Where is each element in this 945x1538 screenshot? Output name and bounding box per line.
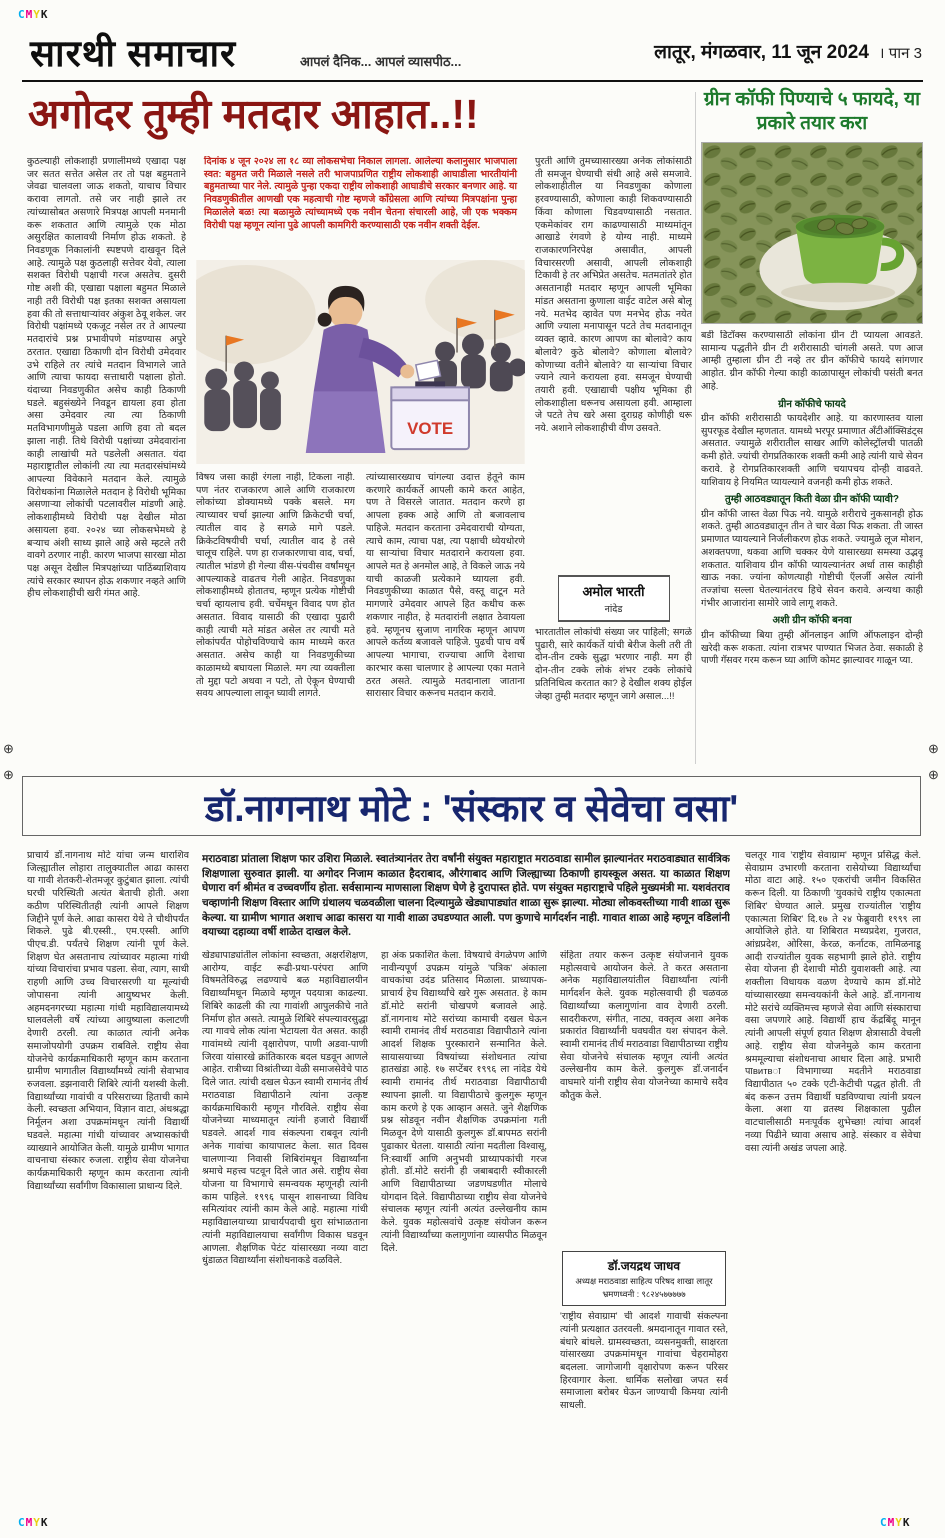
- coffee-body-2: ग्रीन कॉफी जास्त वेळा पिऊ नये. यामुळे शरीराचे नुकसानही होऊ शकते. तुम्ही आठवड्यातून तीन ते चार वेळा पिऊ शकता. ती जास्त प्रमाणात प्यायल्याने निर्जलीकरण होऊ शकते. ज्यामुळे लूज मोशन, अशक्तपणा, थकवा आणि चक्कर येणे यासारख्या समस्या उद्भवू शकतात. याशिवाय ग्रीन कॉफी प्यायल्यानंतर अर्धा तास काहीही खाऊ नका. ज्यांना कोणत्याही गोष्टीची ऍलर्जी असेल त्यांनी तज्ज्ञांचा सल्ला घेतल्यानंतरच हिचे सेवन करावे. अन्यथा काही गंभीर आजारांना सामोरे जावे लागू शकते.: [701, 508, 923, 609]
- article-column: भारतातील लोकांची संख्या जर पाहिली; सगळे पुढारी, सारे कार्यकर्ते यांची बेरीज केली तरी ती दोन-तीन टक्के सुद्धा भरणार नाही. मग ही दोन-तीन टक्के लोकं शंभर टक्के लोकांचे प्रतिनिधित्व करतात का? हे देखील शक्य होईल जेव्हा तुम्ही मतदार म्हणून जागे असाल...!!: [535, 627, 692, 702]
- article-column-with-author: [535, 156, 692, 762]
- lead-headline: अगोदर तुम्ही मतदार आहात..!!: [28, 91, 479, 137]
- cmyk-m: M: [25, 8, 34, 21]
- article-column: 'राष्ट्रीय सेवाग्राम' ची आदर्श गावाची संकल्पना त्यांनी प्रत्यक्षात उतरवली. श्रमदानातून गावात रस्ते, बंधारे बांधले. ग्रामस्वच्छता, व्यसनमुक्ती, साक्षरता यांसारख्या उपक्रमांमधून गावांचा चेहरामोहरा बदलला. जागोजागी वृक्षारोपण करून परिसर हिरवागार केला. धार्मिक सलोखा जपत सर्व समाजाला बरोबर घेऊन जाण्याची किमया त्यांनी साधली.: [560, 1311, 728, 1412]
- author-box: [558, 575, 670, 622]
- paper-name: सारथी समाचार: [30, 33, 237, 74]
- article-column: हा अंक प्रकाशित केला. विषयाचे वेगळेपण आणि नावीन्यपूर्ण उपक्रम यांमुळे 'पत्रिक' अंकाला वाचकांचा उदंड प्रतिसाद मिळाला. प्राध्यापक-प्राचार्य हेच विद्यार्थ्यांचे खरे गुरू असतात. हे काम डॉ.मोटे सरांनी चोखपणे बजावले आहे. डॉ.नागनाथ मोटे सरांच्या कामाची दखल घेऊन स्वामी रामानंद तीर्थ मराठवाडा विद्यापीठाने त्यांना आदर्श शिक्षक पुरस्काराने सन्मानित केले. सायासयाच्या विषयांच्या संशोधनात त्यांचा हातखंडा आहे. १७ सप्टेंबर १९९६ ला नांदेड येथे स्वामी रामानंद तीर्थ मराठवाडा विद्यापीठाची स्थापना झाली. या विद्यापीठाचे कुलगुरू म्हणून काम करणे हे एक आव्हान असते. जुने शैक्षणिक प्रश्न सोडवून नवीन शैक्षणिक उपक्रमांना गती मिळवून देणे यासाठी कुलगुरू डॉ.बापमठ सरांनी पुढाकार घेतला. यासाठी त्यांना मदतीला विश्वासू, नि:स्वार्थी आणि अनुभवी प्राध्यापकांची गरज होती. डॉ.मोटे सरांनी ही जबाबदारी स्वीकारली आणि विद्यापीठाच्या जडणघडणीत मोलाचे योगदान दिले. विद्यापीठाच्या राष्ट्रीय सेवा योजनेचे संचालक म्हणून त्यांनी अत्यंत उल्लेखनीय काम केले. युवक महोत्सवांचे उत्कृष्ट संयोजन करून त्यांनी विद्यार्थ्यांच्या कलागुणांना व्यासपीठ मिळवून दिले.: [381, 950, 547, 1254]
- article-column-with-author: [560, 950, 728, 1508]
- registration-mark-icon: ⊕: [928, 741, 939, 756]
- author-name: अमोल भारती: [582, 584, 645, 599]
- voting-illustration-svg: [196, 260, 525, 464]
- coffee-image: [701, 142, 923, 324]
- registration-mark-icon: ⊕: [928, 767, 939, 782]
- cmyk-y: Y: [33, 8, 41, 21]
- article-column: पुरती आणि तुमच्यासारख्या अनेक लोकांसाठी ती समजून घेण्याची संधी आहे असे समजावे. लोकशाहीतील या निवडणुका कोणाला हरवण्यासाठी, कोणाला काही शिकवण्यासाठी किंवा कोणाला चिडवण्यासाठी नसतात. एकमेकांवर राग काढण्यासाठी माध्यमांतून आखाडे रंगवणे हे योग्य नाही. माध्यमे राजकारणनिरपेक्ष असावीत, आपली विचारसरणी असावी, आपली लोकशाही टिकावी हे तर अभिप्रेत असतेच. मतमतांतरे होत असतानाही मतदार म्हणून आपली भूमिका मांडत असताना कुणाला वाईट वाटेल असे बोलू नये. मतभेद व्हावेत पण मनभेद होऊ नयेत आणि ज्याला मनापासून पटते तेच मतदानातून व्यक्त व्हावे. कारण आपण का बोलावे? काय बोलावे? कुठे बोलावे? कोणाला बोलावे? कोणाच्या वतीने बोलावे? या साऱ्यांचा विचार ज्याने त्याने करायला हवा. समजून घेण्याची तयारी हवी. एखाद्याची पक्षीय भूमिका ही लोकशाहीला धरूनच असायला हवी. आम्हाला जे पटते तेच खरे असा दुराग्रह कोणीही धरू नये. अशाने लोकशाहीची वीण उसवते.: [535, 156, 692, 435]
- coffee-body-1: ग्रीन कॉफी शरीरासाठी फायदेशीर आहे. या कारणास्तव याला सुपरफूड देखील म्हणतात. यामध्ये भरपूर प्रमाणात अँटीऑक्सिडंट्स असतात. ज्यामुळे शरीरातील साखर आणि कोलेस्ट्रॉलची पातळी कमी होते. ज्यांची रोगप्रतिकारक शक्ती कमी आहे त्यांनी याचे सेवन करावे. हे रोगप्रतिकारशक्ती आणि चयापचय दोन्ही वाढवते. याशिवाय हे नियमित प्यायल्याने वजनही कमी होऊ शकते.: [701, 412, 923, 488]
- feature-headline: डॉ.नागनाथ मोटे : 'संस्कार व सेवेचा वसा': [204, 787, 739, 829]
- registration-mark-icon: ⊕: [3, 741, 14, 756]
- vote-label: VOTE: [407, 419, 454, 439]
- crowd-left: [204, 362, 281, 432]
- coffee-headline: ग्रीन कॉफी पिण्याचे ५ फायदे, या प्रकारे तयार करा: [703, 89, 921, 135]
- coffee-subhead-2: तुम्ही आठवड्यातून किती वेळा ग्रीन कॉफी प्यावी?: [725, 494, 899, 506]
- article-column: चलतूर गाव 'राष्ट्रीय सेवाग्राम' म्हणून प्रसिद्ध केले. सेवाग्राम उभारणी करताना रासेयोच्या विद्यार्थ्यांचा मोठा वाटा आहे. १५० एकरांची जमीन विकसित करून दिली. या ठिकाणी 'युवकांचे राष्ट्रीय एकात्मता शिबिर' घेण्यात आले. प्रमुख राज्यांतील 'राष्ट्रीय एकात्मता शिबिर' दि.१७ ते २४ फेब्रुवारी १९९९ ला आयोजिले होते. या शिबिरात मध्यप्रदेश, गुजरात, आंध्रप्रदेश, ओरिसा, केरळ, कर्नाटक, तामिळनाडू आदी राज्यांतील युवक सहभागी झाले होते. राष्ट्रीय सेवा योजना ही देशाची मोठी युवाशक्ती आहे. त्या शक्तीला विधायक वळण देण्याचे काम डॉ.मोटे यांच्यासारख्या समन्वयकांनी केले आहे. डॉ.नागनाथ मोटे सरांचे व्यक्तिमत्त्व म्हणजे सेवा आणि संस्काराचा वसा जपणारे आहे. विद्यार्थी हाच केंद्रबिंदू मानून त्यांनी आपली संपूर्ण हयात शिक्षण क्षेत्रासाठी वेचली आहे. राष्ट्रीय सेवा योजनेमुळे काम करताना श्रममूल्याचा संशोधनाचा आधार दिला आहे. प्रभारी पाвитвा विभागाच्या मदतीने मराठवाडा विद्यापीठात ५० टक्के एटी-केटीची पद्धत होती. ती बंद करून उत्तम विद्यार्थी घडविण्याचा त्यांनी प्रयत्न केला. अशा या व्रतस्थ शिक्षकाला पुढील वाटचालीसाठी मनःपूर्वक शुभेच्छा! त्यांचा आदर्श नव्या पिढीने घ्यावा असाच आहे. संस्कार व सेवेचा वसा त्यांनी अखंड जपला आहे.: [745, 850, 921, 1154]
- coffee-intro: बडी डिटॉक्स करण्यासाठी लोकांना ग्रीन टी प्यायला आवडते. सामान्य पद्धतीने ग्रीन टी शरीरासाठी चांगली असते. पण आज आम्ही तुम्हाला ग्रीन टी नव्हे तर ग्रीन कॉफीचे फायदे सांगणार आहोत. ग्रीन कॉफी गेल्या काही काळापासून लोकांची पसंती बनत आहे.: [701, 330, 923, 392]
- registration-mark-icon: ⊕: [3, 767, 14, 782]
- feature-intro: मराठवाडा प्रांताला शिक्षण फार उशिरा मिळाले. स्वातंत्र्यानंतर तेरा वर्षांनी संयुक्त महाराष्ट्रात मराठवाडा सामील झाल्यानंतर मराठवाड्यात सार्वत्रिक शिक्षणाला सुरुवात झाली. या अगोदर निजाम काळात हैदराबाद, औरंगाबाद आणि जिल्ह्याच्या ठिकाणी हायस्कूल असत. या काळात शिक्षण घेणारा वर्ग श्रीमंत व उच्चवर्णीय होता. सर्वसामान्य माणसाला शिक्षण घेणे हे दुरापास्त होते. पण संयुक्त महाराष्ट्राचे पहिले मुख्यमंत्री मा. यशवंतराव चव्हाणांनी शिक्षण विस्तार आणि ग्रंथालय चळवळीला चालना दिल्यामुळे खेड्यापाड्यांत शाळा सुरू झाल्या. मोठ्या लोकवस्तीच्या गावी शाळा सुरू केल्या. या ग्रामीण भागात अशाच आढा कासरा या गावी शाळा उघडण्यात आली. पण कुणाचे मार्गदर्शन नाही. गावात शाळा आहे म्हणून वडिलांनी वयाच्या दहाव्या वर्षी शाळेत दाखल केले.: [202, 853, 730, 939]
- column-divider: [695, 92, 696, 764]
- coffee-article-body: [701, 330, 923, 762]
- author-role: अध्यक्ष मराठवाडा साहित्य परिषद शाखा लातूर: [575, 1276, 713, 1286]
- header-rule: [22, 80, 923, 82]
- feature-headline-box: [22, 776, 921, 836]
- dateline: लातूर, मंगळवार, 11 जून 2024: [654, 42, 869, 63]
- article-column: संहिता तयार करून उत्कृष्ट संयोजनाने युवक महोत्सवाचे आयोजन केले. ते करत असताना अनेक महाविद्यालयांतील विद्यार्थ्यांना त्यांनी मार्गदर्शन केले. युवक महोत्सवाची ही चळवळ विद्यार्थ्यांच्या कलागुणांना वाव देणारी ठरली. सादरीकरण, संगीत, नाट्य, वक्तृत्व अशा अनेक प्रकारांत विद्यार्थ्यांनी घवघवीत यश संपादन केले. स्वामी रामानंद तीर्थ मराठवाडा विद्यापीठाच्या राष्ट्रीय सेवा योजनेचे संचालक म्हणून त्यांनी अत्यंत उल्लेखनीय काम केले. कुलगुरू डॉ.जनार्दन वाघमारे यांनी राष्ट्रीय सेवा योजनेच्या कामाचे सदैव कौतुक केले.: [560, 950, 728, 1101]
- coffee-body-3: ग्रीन कॉफीच्या बिया तुम्ही ऑनलाइन आणि ऑफलाइन दोन्ही खरेदी करू शकता. त्यांना रात्रभर पाण्यात भिजत ठेवा. सकाळी हे पाणी गॅसवर गरम करून घ्या आणि कोमट झाल्यावर गाळून प्या.: [701, 629, 923, 667]
- article-column: खेड्यापाड्यांतील लोकांना स्वच्छता, अक्षरशिक्षण, आरोग्य, वाईट रूढी-प्रथा-परंपरा आणि विषमतेविरुद्ध लढण्याचे बळ महाविद्यालयीन विद्यार्थ्यांमधून मिळावे म्हणून पदयात्रा काढल्या. शिबिरे काढली की त्या गावांशी आपुलकीचे नाते निर्माण होत असते. त्यामुळे शिबिरे संपल्यावरसुद्धा त्या गावचे लोक त्यांना भेटायला येत असत. काही गावांमध्ये त्यांनी वृक्षारोपण, पाणी अडवा-पाणी जिरवा यांसारखे क्रांतिकारक बदल घडवून आणले आहेत. रात्रीच्या विश्रांतीच्या वेळी समाजसेवेचे पाठ दिले जात. त्यांची दखल घेऊन स्वामी रामानंद तीर्थ मराठवाडा विद्यापीठाने त्यांना उत्कृष्ट कार्यक्रमाधिकारी म्हणून गौरविले. राष्ट्रीय सेवा योजनेच्या माध्यमातून त्यांनी हजारो विद्यार्थी घडवले. आदर्श गाव संकल्पना राबवून त्यांनी अनेक गावांचा कायापालट केला. सात दिवस चालणाऱ्या निवासी शिबिरांमधून विद्यार्थ्यांना श्रमाचे महत्त्व पटवून दिले जात असे. राष्ट्रीय सेवा योजना या विभागाचे समन्वयक म्हणूनही त्यांनी काम पाहिले. १९९६ पासून शासनाच्या विविध समित्यांवर त्यांनी काम केले आहे. महात्मा गांधी महाविद्यालयाच्या प्राचार्यपदाची धुरा सांभाळताना त्यांनी महाविद्यालयाचा सर्वांगीण विकास घडवून आणला. शैक्षणिक पेटंट यांसारख्या नव्या वाटा धुंडाळत विद्यार्थ्यांना संशोधनाकडे वळविले.: [202, 950, 368, 1267]
- cmyk-mark-bottom-right: CMYK: [880, 1516, 911, 1529]
- cmyk-k: K: [40, 8, 49, 21]
- dateline-box: [560, 38, 922, 64]
- article-column: प्राचार्य डॉ.नागनाथ मोटे यांचा जन्म धाराशिव जिल्ह्यातील लोहारा तालुक्यातील आढा कासरा या गावी शेतकरी-शेतमजूर कुटुंबात झाला. त्यांची घरची परिस्थिती अत्यंत बेताची होती. अशा कठीण परिस्थितीतही त्यांनी आपले शिक्षण जिद्दीने पूर्ण केले. आढा कासरा येथे ते चौथीपर्यंत शिकले. पुढे बी.एस्सी., एम.एस्सी. आणि पीएच.डी. पर्यंतचे शिक्षण त्यांनी पूर्ण केले. शिक्षण घेत असतानाच त्यांच्यावर महात्मा गांधी यांच्या विचारांचा प्रभाव पडला. सेवा, त्याग, साधी राहणी आणि उच्च विचारसरणी या मूल्यांची जोपासना त्यांनी आयुष्यभर केली. अहमदनगरच्या महात्मा गांधी महाविद्यालयामध्ये घालवलेली वर्षे त्यांच्या आयुष्याला कलाटणी देणारी ठरली. त्या काळात त्यांनी अनेक समाजोपयोगी उपक्रम राबविले. राष्ट्रीय सेवा योजनेचे कार्यक्रमाधिकारी म्हणून काम करताना ग्रामीण भागातील विद्यार्थ्यांमध्ये त्यांनी सेवाभाव रुजवला. डझनावारी शिबिरे त्यांनी यशस्वी केली. विद्यार्थ्यांच्या गावांची व परिसराच्या हिताची कामे केली. स्वच्छता अभियान, विज्ञान वाटा, अंधश्रद्धा निर्मूलन अशा उपक्रमांमधून त्यांनी विद्यार्थी घडवले. महात्मा गांधी यांच्यावर अभ्यासकांची व्याख्याने आयोजित केली. यामुळे ग्रामीण भागात वाचनाचा संस्कार रुजला. राष्ट्रीय सेवा योजनेचा कार्यक्रमाधिकारी म्हणून काम करताना त्यांनी विद्यार्थ्यांच्या सर्वांगीण विकासाला प्राधान्य दिले.: [27, 850, 189, 1192]
- article-column: त्यांच्यासारख्याच चांगल्या उदात्त हेतूने काम करणारे कार्यकर्ते आपली कामे करत आहेत, पण ते विसरले जातात. मतदान करणे हा आपला हक्क आहे आणि तो बजावलाच पाहिजे. मतदान करताना उमेदवाराची योग्यता, त्याचे काम, त्याचा पक्ष, त्या पक्षाची ध्येयधोरणे या साऱ्यांचा विचार मतदाराने करायला हवा. आपले मत हे अनमोल आहे, ते विकले जाऊ नये याची काळजी प्रत्येकाने घ्यायला हवी. निवडणुकीच्या काळात पैसे, वस्तू वाटून मते मागणारे उमेदवार आपले हित कधीच करू शकणार नाहीत, हे मतदारांनी लक्षात ठेवायला हवे. म्हणूनच सुजाण नागरिक म्हणून आपण आपले कर्तव्य बजावले पाहिजे. पुढची पाच वर्षे आपल्या भागाचा, राज्याचा आणि देशाचा कारभार कसा चालणार हे आपल्या एका मताने ठरत असते. त्यामुळे मतदानाला जाताना सारासार विचार करूनच मतदान करावे.: [366, 472, 525, 700]
- cmyk-mark-bottom-left: CMYK: [18, 1516, 49, 1529]
- author-box: [562, 1251, 726, 1306]
- article-column: विषय जसा काही रंगला नाही, टिकला नाही. पण नंतर राजकारण आले आणि राजकारण लोकांच्या डोक्यामध्ये पक्के बसले. मग त्याच्यावर चर्चा झाल्या आणि क्रिकेटची चर्चा, त्यातील वाद हे सगळे मागे पडले. क्रिकेटविषयीची चर्चा, त्यातील वाद हे तसे चालूच राहिले. पण हा राजकारणाचा वाद, चर्चा, त्यातील भांडणे ही गेल्या वीस-पंचवीस वर्षांमधून आपल्याकडे वाढतच गेली आहेत. निवडणुका लोकशाहीमध्ये होतातच, म्हणून प्रत्येक गोष्टीची चर्चा व्हायलाच हवी. चर्चेमधून विवाद पण होत असतात. विवाद यासाठी की एखादा पुढारी काही त्याची मते मांडत असेल तर त्याची मते लोकांपर्यंत पोहोचविण्याचे काम माध्यमे करत असतात. असेच काही या निवडणुकीच्या काळामध्ये बघायला मिळाले. मग त्या व्यक्तीला तो मुद्दा पटो अथवा न पटो, तो ऐकून घेण्याची सवय आपल्याला लावून घ्यावी लागते.: [196, 472, 355, 700]
- page-number: । पान 3: [878, 45, 922, 62]
- cmyk-c: C: [18, 8, 26, 21]
- coffee-subhead-1: ग्रीन कॉफीचे फायदे: [778, 398, 846, 410]
- coffee-image-svg: [702, 143, 923, 324]
- cmyk-mark-top-left: [18, 8, 49, 21]
- author-name: डॉ.जयद्रथ जाधव: [607, 1259, 681, 1273]
- coffee-subhead-3: अशी ग्रीन कॉफी बनवा: [772, 615, 852, 627]
- lead-intro-red: दिनांक ४ जून २०२४ ला १८ व्या लोकसभेचा निकाल लागला. आलेल्या कलानुसार भाजपाला स्वत: बहुमत जरी मिळाले नसले तरी भाजपाप्रणित राष्ट्रीय लोकशाही आघाडीला भारतीयांनी बहुमताच्या पार नेले. त्यामुळे पुन्हा एकदा राष्ट्रीय लोकशाही आघाडीचे सरकार बनणार आहे. या निवडणुकीतील आणखी एक महत्वाची गोष्ट म्हणजे कॉंग्रेसला आणि त्यांच्या मित्रपक्षांना पुन्हा मिळालेले बळ! त्या बळामुळे त्यांच्यामध्ये एक नवीन चेतना संचारली आहे, जी एक भक्कम विरोधी पक्ष म्हणून त्यांना पुढे आपली कामगिरी करण्यासाठी एक नवीन शक्ती देईल.: [204, 156, 517, 231]
- author-place: नांदेड: [604, 604, 623, 615]
- paper-tagline: आपलं दैनिक... आपलं व्यासपीठ...: [300, 54, 462, 69]
- voting-illustration: [196, 260, 525, 464]
- article-column: कुठल्याही लोकशाही प्रणालीमध्ये एखादा पक्ष जर सतत सत्तेत असेल तर तो पक्ष बहुमताने जेवढा चालवला जाऊ शकतो, याचाच विचार करावा लागतो. तसे जर नाही झाले तर त्यांच्यासोबत असणारे मित्रपक्ष आपली मनमानी करू शकतात आणि त्यामुळे एक मोठा असुरक्षित कालावधी निर्माण होऊ शकतो. हे निवडणूक निकालांनी स्पष्टपणे दाखवून दिले आहे. त्यामुळे पक्ष कुठलाही सत्तेवर येवो, त्याला सशक्त विरोधी पक्षाची गरज असतेच. दुसरी गोष्ट अशी की, एखाद्या पक्षाला बहुमत मिळाले नाही तरी विरोधी पक्ष इतका सशक्त असायला हवा की तो सत्ताधाऱ्यांवर अंकुश ठेवू शकेल. जर विरोधी पक्षांमध्ये एकजूट नसेल तर ते आपल्या मतदारांचे प्रश्न प्रभावीपणे मांडण्यास अपुरे ठरतात. एखाद्या ठिकाणी दोन विरोधी उमेदवार उभे राहिले तर त्यांचे मतदान विभागले जाते आणि त्याचा फायदा सत्ताधारी पक्षाला होतो. यंदाच्या निवडणुकीत असेच काही ठिकाणी घडले. बहुसंख्येने निवडून द्यायला हवा होता असा उमेदवार त्या त्या ठिकाणी मतविभागणीमुळे पडला आणि हवा तो बदल झाला नाही. तिथे विरोधी पक्षांच्या उमेदवारांना काही लाखांची मते पडलेली असतात. यंदा महाराष्ट्रातील लोकांनी त्या त्या मतदारसंघांमध्ये आपल्या विवेकाने मतदान केले. त्यामुळे विरोधकांना मिळालेले मतदान हे विरोधी भूमिका असणाऱ्या लोकांची पटलावरील मांडणी आहे. लोकशाहीमध्ये विरोधी पक्ष देखील मोठा असायला हवा. २०२४ च्या लोकसभेमध्ये हे बऱ्याच अंशी साध्य झाले आहे असे म्हटले तरी वावगे ठरणार नाही. कारण भाजपा सारखा मोठा पक्ष असून देखील मित्रपक्षांच्या पाठिंब्याशिवाय त्यांचे सरकार स्थापन होऊ शकणार नव्हते आणि हीच लोकशाहीची खरी गंमत आहे.: [27, 156, 186, 600]
- author-phone: भ्रमणध्वनी : ९८२४५७७७७७: [602, 1289, 686, 1300]
